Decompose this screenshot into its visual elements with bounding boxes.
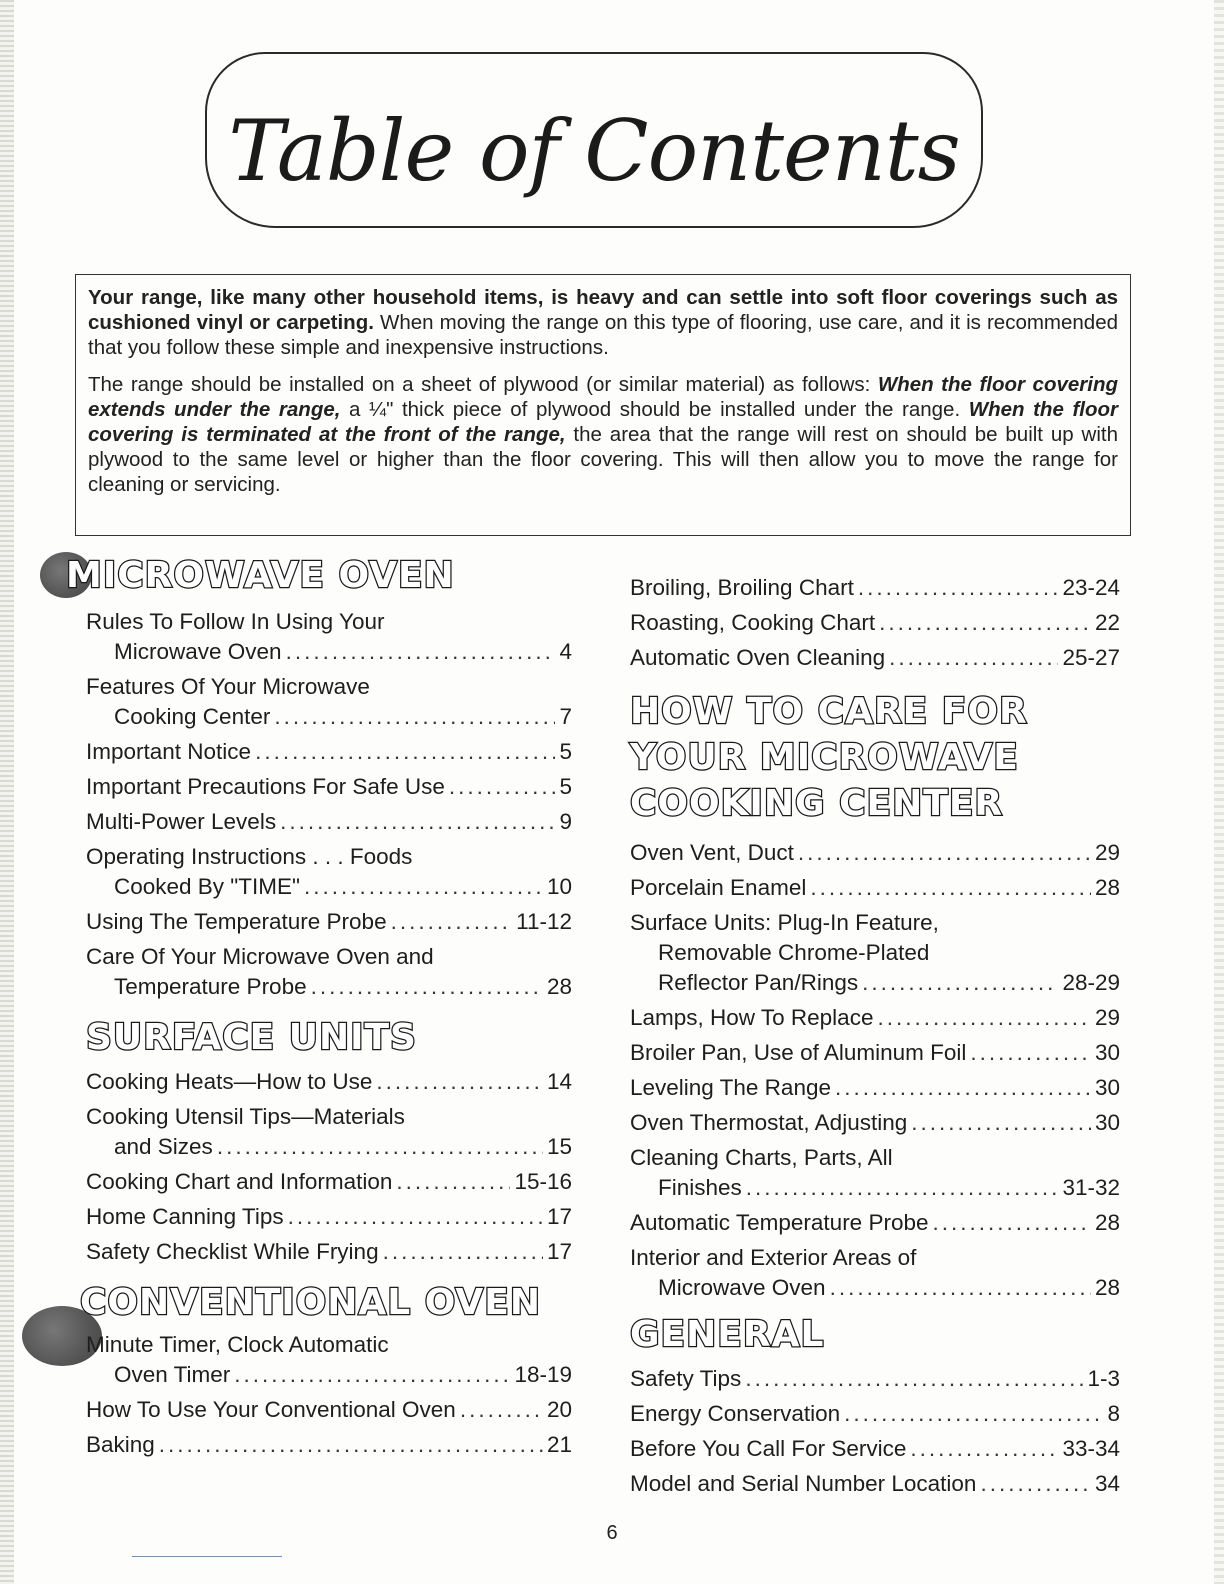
dot-leader: [376, 1067, 543, 1097]
toc-entry-label: Safety Checklist While Frying: [86, 1238, 379, 1264]
general-entries: [630, 1361, 1120, 1501]
dot-leader: [858, 573, 1059, 603]
toc-entry-page: 30: [1094, 1039, 1120, 1065]
toc-entry-label: and Sizes: [114, 1133, 213, 1159]
surface-entries: [86, 1064, 572, 1269]
toc-entry: [630, 1035, 1120, 1070]
toc-entry: [630, 905, 1120, 1000]
dot-leader: [274, 702, 555, 732]
toc-entry: [86, 939, 572, 1004]
dot-leader: [311, 972, 543, 1002]
toc-entry: [86, 1164, 572, 1199]
toc-entry-page: 23-24: [1062, 574, 1120, 600]
toc-entry-label: Automatic Temperature Probe: [630, 1209, 929, 1235]
toc-entry-page: 30: [1094, 1074, 1120, 1100]
page-number: 6: [606, 1522, 618, 1544]
toc-entry: [630, 1140, 1120, 1205]
dot-leader: [830, 1273, 1091, 1303]
toc-entry-page: 33-34: [1062, 1435, 1120, 1461]
toc-entry-label: Cooking Center: [114, 703, 271, 729]
toc-entry: [86, 734, 572, 769]
toc-entry-label: Using The Temperature Probe: [86, 908, 387, 934]
toc-entry: [86, 604, 572, 669]
toc-entry-label: Porcelain Enamel: [630, 874, 807, 900]
toc-entry: [630, 1431, 1120, 1466]
toc-entry-page: 29: [1094, 1004, 1120, 1030]
toc-entry-label: Oven Thermostat, Adjusting: [630, 1109, 908, 1135]
toc-entry-page: 28: [1094, 874, 1120, 900]
toc-entry-label: Important Precautions For Safe Use: [86, 773, 445, 799]
notice-p2-e: the area that the range will rest on should be built up with plywood to the same level or higher than the floor covering. This will then allow you to move the range for cleaning or servicing.: [88, 423, 1118, 496]
toc-entry: [630, 1240, 1120, 1305]
toc-entry-page: 22: [1094, 609, 1120, 635]
dot-leader: [159, 1430, 543, 1460]
toc-entry-label: Multi-Power Levels: [86, 808, 277, 834]
toc-entry: [630, 1361, 1120, 1396]
toc-entry-label: Cooking Chart and Information: [86, 1168, 393, 1194]
toc-entry-label: Microwave Oven: [114, 638, 282, 664]
page-title: Table of Contents: [228, 102, 960, 200]
dot-leader: [844, 1399, 1103, 1429]
notice-p1-rest: When moving the range on this type of flooring, use care, and it is recommended that you follow these simple and inexpensive instructions.: [88, 311, 1118, 359]
section-heading-conventional-oven: CONVENTIONAL OVEN: [80, 1282, 541, 1323]
toc-entry-page: 28-29: [1062, 969, 1120, 995]
toc-right-column: [630, 570, 1120, 1501]
toc-entry-label: Oven Timer: [114, 1361, 231, 1387]
dot-leader: [234, 1360, 510, 1390]
dot-leader: [910, 1434, 1058, 1464]
toc-entry-label: Reflector Pan/Rings: [658, 969, 859, 995]
notice-paragraph-2: [88, 372, 1118, 497]
care-entries: [630, 835, 1120, 1305]
dot-leader: [383, 1237, 543, 1267]
care-heading-line: COOKING CENTER: [630, 783, 1004, 824]
dot-leader: [396, 1167, 510, 1197]
toc-entry-page: 5: [559, 773, 572, 799]
toc-entry-label: Home Canning Tips: [86, 1203, 284, 1229]
flooring-notice: [75, 274, 1131, 536]
toc-entry-label: Roasting, Cooking Chart: [630, 609, 876, 635]
toc-entry-label: Microwave Oven: [658, 1274, 826, 1300]
notice-p2-d: When the floor covering is terminated at the front of the range,: [88, 398, 1118, 446]
toc-entry-label: Automatic Oven Cleaning: [630, 644, 886, 670]
dot-leader: [217, 1132, 543, 1162]
toc-entry-page: 21: [546, 1431, 572, 1457]
toc-entry-label: How To Use Your Conventional Oven: [86, 1396, 456, 1422]
toc-entry-page: 15: [546, 1133, 572, 1159]
toc-entry: [630, 835, 1120, 870]
dot-leader: [933, 1208, 1091, 1238]
toc-entry-page: 5: [559, 738, 572, 764]
dot-leader: [288, 1202, 543, 1232]
toc-entry-page: 17: [546, 1238, 572, 1264]
toc-entry-page: 4: [559, 638, 572, 664]
toc-entry-page: 28: [546, 973, 572, 999]
notice-p1-bold: Your range, like many other household items, is heavy and can settle into soft floor coverings such as cushioned vinyl or carpeting.: [88, 286, 1118, 334]
dot-leader: [835, 1073, 1091, 1103]
toc-entry: [86, 1234, 572, 1269]
toc-entry-page: 28: [1094, 1274, 1120, 1300]
toc-entry-label: Leveling The Range: [630, 1074, 831, 1100]
conventional-entries: [86, 1327, 572, 1462]
dot-leader: [745, 1364, 1083, 1394]
toc-entry-label: Features Of Your Microwave: [86, 673, 370, 699]
toc-entry-label: Minute Timer, Clock Automatic: [86, 1331, 389, 1357]
scan-edge-left: [0, 0, 14, 1584]
dot-leader: [980, 1469, 1091, 1499]
toc-entry-page: 15-16: [514, 1168, 572, 1194]
dot-leader: [810, 873, 1091, 903]
toc-entry: [86, 1099, 572, 1164]
toc-entry: [86, 769, 572, 804]
toc-entry: [86, 1064, 572, 1099]
dot-leader: [255, 737, 555, 767]
dot-leader: [798, 838, 1091, 868]
toc-entry-label: Cleaning Charts, Parts, All: [630, 1144, 893, 1170]
toc-entry: [86, 669, 572, 734]
toc-entry-page: 18-19: [514, 1361, 572, 1387]
section-heading-surface-units: SURFACE UNITS: [86, 1017, 417, 1058]
toc-entry-page: 31-32: [1062, 1174, 1120, 1200]
dot-leader: [304, 872, 543, 902]
toc-entry: [86, 1392, 572, 1427]
toc-entry: [630, 1396, 1120, 1431]
toc-entry: [86, 904, 572, 939]
dot-leader: [280, 807, 555, 837]
toc-entry-label: Interior and Exterior Areas of: [630, 1244, 917, 1270]
toc-entry-label: Removable Chrome-Plated: [658, 939, 930, 965]
toc-entry-label: Cooked By "TIME": [114, 873, 301, 899]
dot-leader: [879, 608, 1091, 638]
toc-entry-page: 30: [1094, 1109, 1120, 1135]
toc-entry-page: 29: [1094, 839, 1120, 865]
toc-entry-page: 17: [546, 1203, 572, 1229]
toc-entry-label: Model and Serial Number Location: [630, 1470, 977, 1496]
toc-entry: [630, 1466, 1120, 1501]
dot-leader: [449, 772, 556, 802]
toc-entry-page: 25-27: [1062, 644, 1120, 670]
toc-entry-label: Broiler Pan, Use of Aluminum Foil: [630, 1039, 967, 1065]
toc-entry-label: Important Notice: [86, 738, 252, 764]
toc-entry-label: Energy Conservation: [630, 1400, 841, 1426]
conventional-cont-entries: [630, 570, 1120, 675]
dot-leader: [391, 907, 513, 937]
toc-entry-label: Operating Instructions . . . Foods: [86, 843, 413, 869]
section-heading-general: GENERAL: [630, 1314, 825, 1355]
toc-entry-label: Safety Tips: [630, 1365, 742, 1391]
care-heading-line: HOW TO CARE FOR: [630, 691, 1028, 732]
toc-entry-page: 8: [1107, 1400, 1120, 1426]
toc-entry-label: Baking: [86, 1431, 155, 1457]
toc-entry-page: 20: [546, 1396, 572, 1422]
toc-entry-label: Finishes: [658, 1174, 742, 1200]
dot-leader: [877, 1003, 1091, 1033]
toc-entry-label: Broiling, Broiling Chart: [630, 574, 854, 600]
toc-entry-label: Care Of Your Microwave Oven and: [86, 943, 434, 969]
care-heading-line: YOUR MICROWAVE: [630, 737, 1019, 778]
dot-leader: [911, 1108, 1091, 1138]
toc-entry: [86, 804, 572, 839]
dot-leader: [889, 643, 1058, 673]
toc-entry: [86, 1327, 572, 1392]
toc-entry: [630, 1205, 1120, 1240]
toc-entry: [630, 570, 1120, 605]
toc-entry: [630, 1000, 1120, 1035]
toc-left-column: [66, 555, 572, 1462]
toc-entry-label: Oven Vent, Duct: [630, 839, 794, 865]
toc-entry-page: 14: [546, 1068, 572, 1094]
toc-entry-label: Cooking Heats—How to Use: [86, 1068, 373, 1094]
dot-leader: [970, 1038, 1091, 1068]
toc-entry-page: 10: [546, 873, 572, 899]
toc-entry-page: 34: [1094, 1470, 1120, 1496]
toc-entry-label: Temperature Probe: [114, 973, 307, 999]
toc-entry: [630, 870, 1120, 905]
title-frame: [205, 52, 983, 228]
toc-entry-page: 7: [559, 703, 572, 729]
toc-entry-page: 1-3: [1087, 1365, 1120, 1391]
notice-p2-b: When the floor covering extends under the range,: [88, 373, 1118, 421]
dot-leader: [746, 1173, 1059, 1203]
toc-entry-label: Before You Call For Service: [630, 1435, 907, 1461]
notice-paragraph-1: [88, 285, 1118, 360]
toc-entry: [86, 839, 572, 904]
footer-rule: [132, 1556, 282, 1557]
toc-entry: [630, 1105, 1120, 1140]
notice-p2-c: a ¼" thick piece of plywood should be installed under the range.: [340, 398, 969, 421]
toc-entry: [86, 1427, 572, 1462]
dot-leader: [286, 637, 556, 667]
section-heading-microwave: MICROWAVE OVEN: [66, 555, 455, 596]
toc-entry-page: 11-12: [516, 908, 572, 934]
toc-entry-page: 9: [559, 808, 572, 834]
microwave-entries: [86, 604, 572, 1004]
toc-entry-page: 28: [1094, 1209, 1120, 1235]
toc-entry: [86, 1199, 572, 1234]
notice-p2-a: The range should be installed on a sheet of plywood (or similar material) as follows:: [88, 373, 878, 396]
toc-entry: [630, 640, 1120, 675]
section-heading-care: [630, 689, 1120, 827]
dot-leader: [460, 1395, 543, 1425]
scan-edge-right: [1214, 0, 1224, 1584]
toc-entry: [630, 1070, 1120, 1105]
dot-leader: [862, 968, 1058, 998]
toc-entry: [630, 605, 1120, 640]
toc-entry-label: Surface Units: Plug-In Feature,: [630, 909, 939, 935]
toc-entry-label: Rules To Follow In Using Your: [86, 608, 385, 634]
toc-entry-label: Lamps, How To Replace: [630, 1004, 874, 1030]
toc-entry-label: Cooking Utensil Tips—Materials: [86, 1103, 405, 1129]
